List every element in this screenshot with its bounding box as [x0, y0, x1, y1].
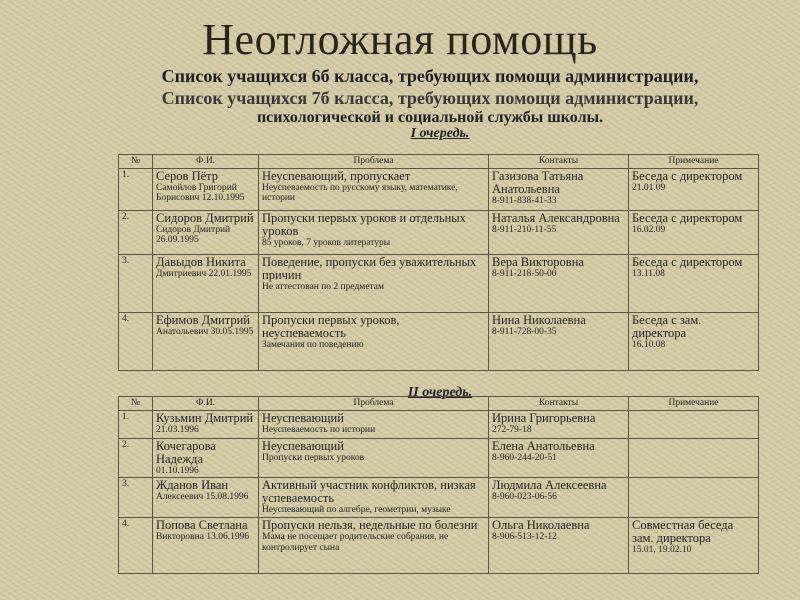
note-main: Беседа с зам. директора [632, 312, 702, 340]
student-details: Сидоров Дмитрий 26.09.1995 [156, 224, 231, 245]
header-problem: Проблема [259, 155, 489, 169]
student-details: Анатольевич 30.05.1995 [156, 326, 254, 337]
slide-title: Неотложная помощь [202, 15, 598, 64]
row-contact [489, 518, 629, 574]
header-note: Примечание [629, 397, 759, 411]
student-name: Кочегарова Надежда [156, 438, 216, 466]
student-name: Серов Пётр [156, 168, 219, 183]
contact-name: Вера Викторовна [492, 254, 584, 269]
row-contact [489, 478, 629, 518]
row-note [629, 210, 759, 254]
header-note: Примечание [629, 155, 759, 169]
student-name: Попова Светлана [156, 518, 248, 532]
student-name: Кузьмин Дмитрий [156, 410, 254, 425]
row-note [629, 254, 759, 312]
student-name: Давыдов Никита [156, 254, 246, 269]
student-details: 21.03.1996 [156, 424, 199, 435]
table-row [119, 254, 759, 312]
note-date: 21.01.09 [632, 182, 666, 193]
row-contact [489, 168, 629, 210]
row-name [153, 438, 259, 478]
student-name: Сидоров Дмитрий [156, 210, 254, 225]
row-num: 2. [119, 210, 153, 254]
row-problem [259, 210, 489, 254]
row-num: 4. [119, 518, 153, 574]
header-num: № [119, 397, 153, 411]
problem-details: Мама не посещает родительские собрания, не контролирует сына [262, 532, 449, 553]
row-problem [259, 478, 489, 518]
header-name: Ф.И. [153, 397, 259, 411]
row-num: 1. [119, 410, 153, 438]
row-name [153, 518, 259, 574]
problem-details: Неуспеваемость по истории [262, 424, 376, 435]
student-details: 01.10.1996 [156, 465, 199, 476]
contact-phone: 8-911-218-50-00 [492, 268, 557, 279]
note-date: 16.02.09 [632, 224, 666, 235]
table-row [119, 518, 759, 574]
problem-main: Пропуски нельзя, недельные по болезни [262, 518, 478, 532]
contact-name: Нина Николаевна [492, 312, 586, 327]
row-contact [489, 312, 629, 370]
problem-main: Поведение, пропуски без уважительных причин [262, 254, 477, 282]
row-name [153, 410, 259, 438]
contact-name: Людмила Алексеевна [492, 478, 607, 492]
student-name: Ефимов Дмитрий [156, 312, 250, 327]
table-header-row [119, 155, 759, 169]
contact-name: Газизова Татьяна Анатольевна [492, 168, 584, 196]
student-details: Алексеевич 15.08.1996 [156, 492, 249, 502]
students-table-2 [118, 396, 759, 574]
row-num: 3. [119, 478, 153, 518]
contact-phone: 8-911-210-11-55 [492, 224, 557, 235]
note-main: Совместная беседа зам. директора [632, 518, 734, 545]
header-contacts: Контакты [489, 397, 629, 411]
document-heading-line1: Список учащихся 6б класса, требующих помощи администрации, [161, 66, 699, 86]
contact-phone: 8-906-513-12-12 [492, 532, 557, 542]
student-details: Викторовна 13.06.1996 [156, 532, 250, 542]
header-name: Ф.И. [153, 155, 259, 169]
row-problem [259, 312, 489, 370]
problem-main: Неуспевающий, пропускает [262, 168, 411, 183]
table-row [119, 410, 759, 438]
contact-phone: 272-79-18 [492, 424, 532, 435]
problem-main: Неуспевающий [262, 410, 344, 425]
problem-main: Пропуски первых уроков, неуспеваемость [262, 312, 400, 340]
queue2-label: II очередь. [407, 385, 473, 400]
row-contact [489, 410, 629, 438]
table-row [119, 478, 759, 518]
row-problem [259, 168, 489, 210]
table-header-row [119, 397, 759, 411]
row-name [153, 168, 259, 210]
problem-details: Пропуски первых уроков [262, 452, 365, 463]
problem-details: Не аттестован по 2 предметам [262, 281, 385, 292]
row-note [629, 312, 759, 370]
note-date: 13.11.08 [632, 268, 665, 279]
row-problem [259, 438, 489, 478]
contact-name: Наталья Александровна [492, 210, 620, 225]
problem-details: Неуспеваемость по русскому языку, математике, истории [262, 182, 458, 203]
row-note [629, 478, 759, 518]
problem-details: Замечания по поведению [262, 339, 364, 350]
row-num: 4. [119, 312, 153, 370]
problem-main: Активный участник конфликтов, низкая успеваемость [262, 478, 476, 505]
header-contacts: Контакты [489, 155, 629, 169]
problem-main: Пропуски первых уроков и отдельных уроков [262, 210, 466, 238]
problem-main: Неуспевающий [262, 438, 344, 453]
row-name [153, 254, 259, 312]
row-problem [259, 410, 489, 438]
table-row [119, 312, 759, 370]
row-note [629, 410, 759, 438]
header-num: № [119, 155, 153, 169]
row-note [629, 518, 759, 574]
students-table-1 [118, 154, 759, 371]
note-main: Беседа с директором [632, 210, 743, 225]
queue1-label: I очередь. [410, 126, 470, 141]
row-name [153, 478, 259, 518]
contact-name: Елена Анатольевна [492, 438, 595, 453]
student-details: Самойлов Григорий Борисович 12.10.1995 [156, 182, 245, 203]
row-num: 2. [119, 438, 153, 478]
document-heading-line2: Список учащихся 7б класса, требующих помощи администрации, [161, 88, 699, 108]
row-contact [489, 210, 629, 254]
row-num: 3. [119, 254, 153, 312]
table-row [119, 210, 759, 254]
row-num: 1. [119, 168, 153, 210]
row-note [629, 438, 759, 478]
table-row [119, 168, 759, 210]
note-main: Беседа с директором [632, 168, 743, 183]
student-details: Дмитриевич 22.01.1995 [156, 268, 252, 279]
note-date: 16.10.08 [632, 339, 666, 350]
problem-details: Неуспевающий по алгебре, геометрии, музыке [262, 505, 451, 515]
row-problem [259, 254, 489, 312]
contact-name: Ольга Николаевна [492, 518, 590, 532]
row-name [153, 210, 259, 254]
contact-phone: 8-911-838-41-33 [492, 195, 557, 206]
row-problem [259, 518, 489, 574]
note-main: Беседа с директором [632, 254, 743, 269]
contact-phone: 8-911-728-00-35 [492, 326, 557, 337]
row-note [629, 168, 759, 210]
contact-name: Ирина Григорьевна [492, 410, 596, 425]
note-date: 15.01, 19.02.10 [632, 545, 692, 555]
table-row [119, 438, 759, 478]
row-contact [489, 438, 629, 478]
contact-phone: 8-960-023-06-56 [492, 492, 557, 502]
contact-phone: 8-960-244-20-51 [492, 452, 557, 463]
problem-details: 85 уроков, 7 уроков литературы [262, 237, 391, 248]
row-contact [489, 254, 629, 312]
student-name: Жданов Иван [156, 478, 229, 492]
header-problem: Проблема [259, 397, 489, 411]
row-name [153, 312, 259, 370]
document-heading-line3: психологической и социальной службы школы. [256, 109, 604, 126]
